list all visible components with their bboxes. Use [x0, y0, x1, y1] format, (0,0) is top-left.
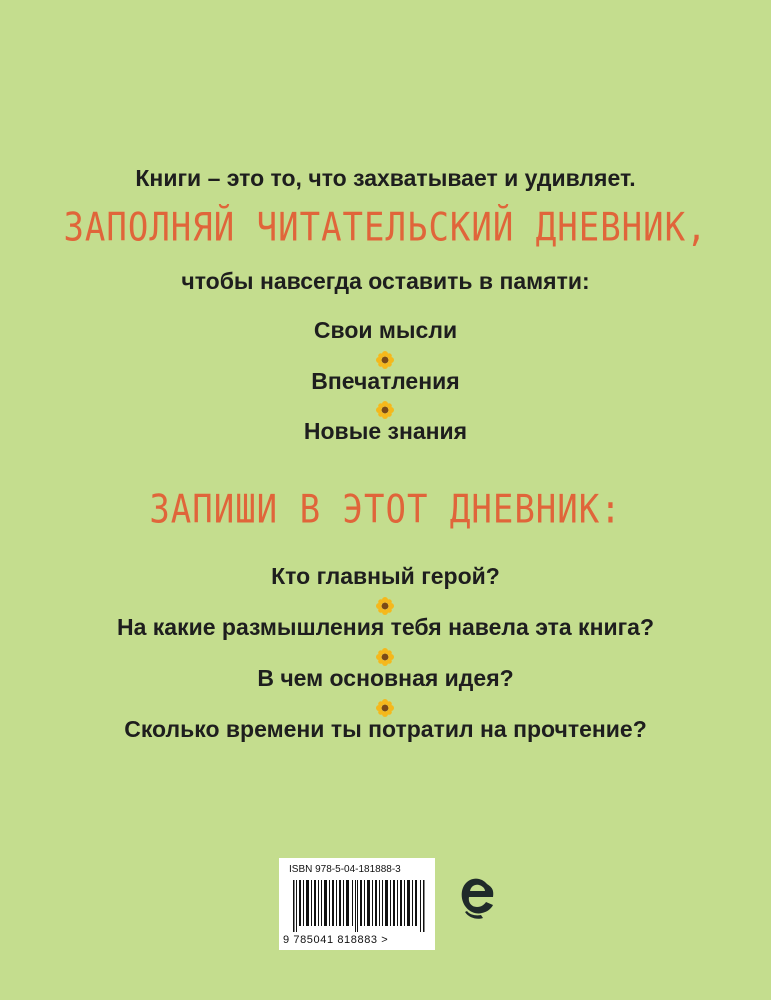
list-item: Впечатления: [311, 368, 460, 394]
heading-fill-diary: ЗАПОЛНЯЙ ЧИТАТЕЛЬСКИЙ ДНЕВНИК,: [63, 205, 708, 251]
barcode: [279, 858, 435, 950]
question-item: На какие размышления тебя навела эта книга?: [116, 614, 655, 640]
list-item: Новые знания: [303, 418, 468, 444]
isbn-label: ISBN 978-5-04-181888-3: [289, 864, 401, 875]
publisher-logo-icon: [457, 874, 497, 922]
heading-write-diary: ЗАПИШИ В ЭТОТ ДНЕВНИК:: [149, 487, 622, 533]
question-item: Сколько времени ты потратил на прочтение?: [124, 716, 647, 742]
barcode-bars-icon: [289, 880, 429, 932]
question-item: Кто главный герой?: [271, 563, 500, 589]
question-item: В чем основная идея?: [257, 665, 514, 691]
barcode-digits: 9 785041 818883 >: [283, 934, 389, 946]
intro-subline: чтобы навсегда оставить в памяти:: [181, 268, 590, 294]
list-item: Свои мысли: [313, 317, 458, 343]
intro-line: Книги – это то, что захватывает и удивляет.: [135, 165, 636, 191]
